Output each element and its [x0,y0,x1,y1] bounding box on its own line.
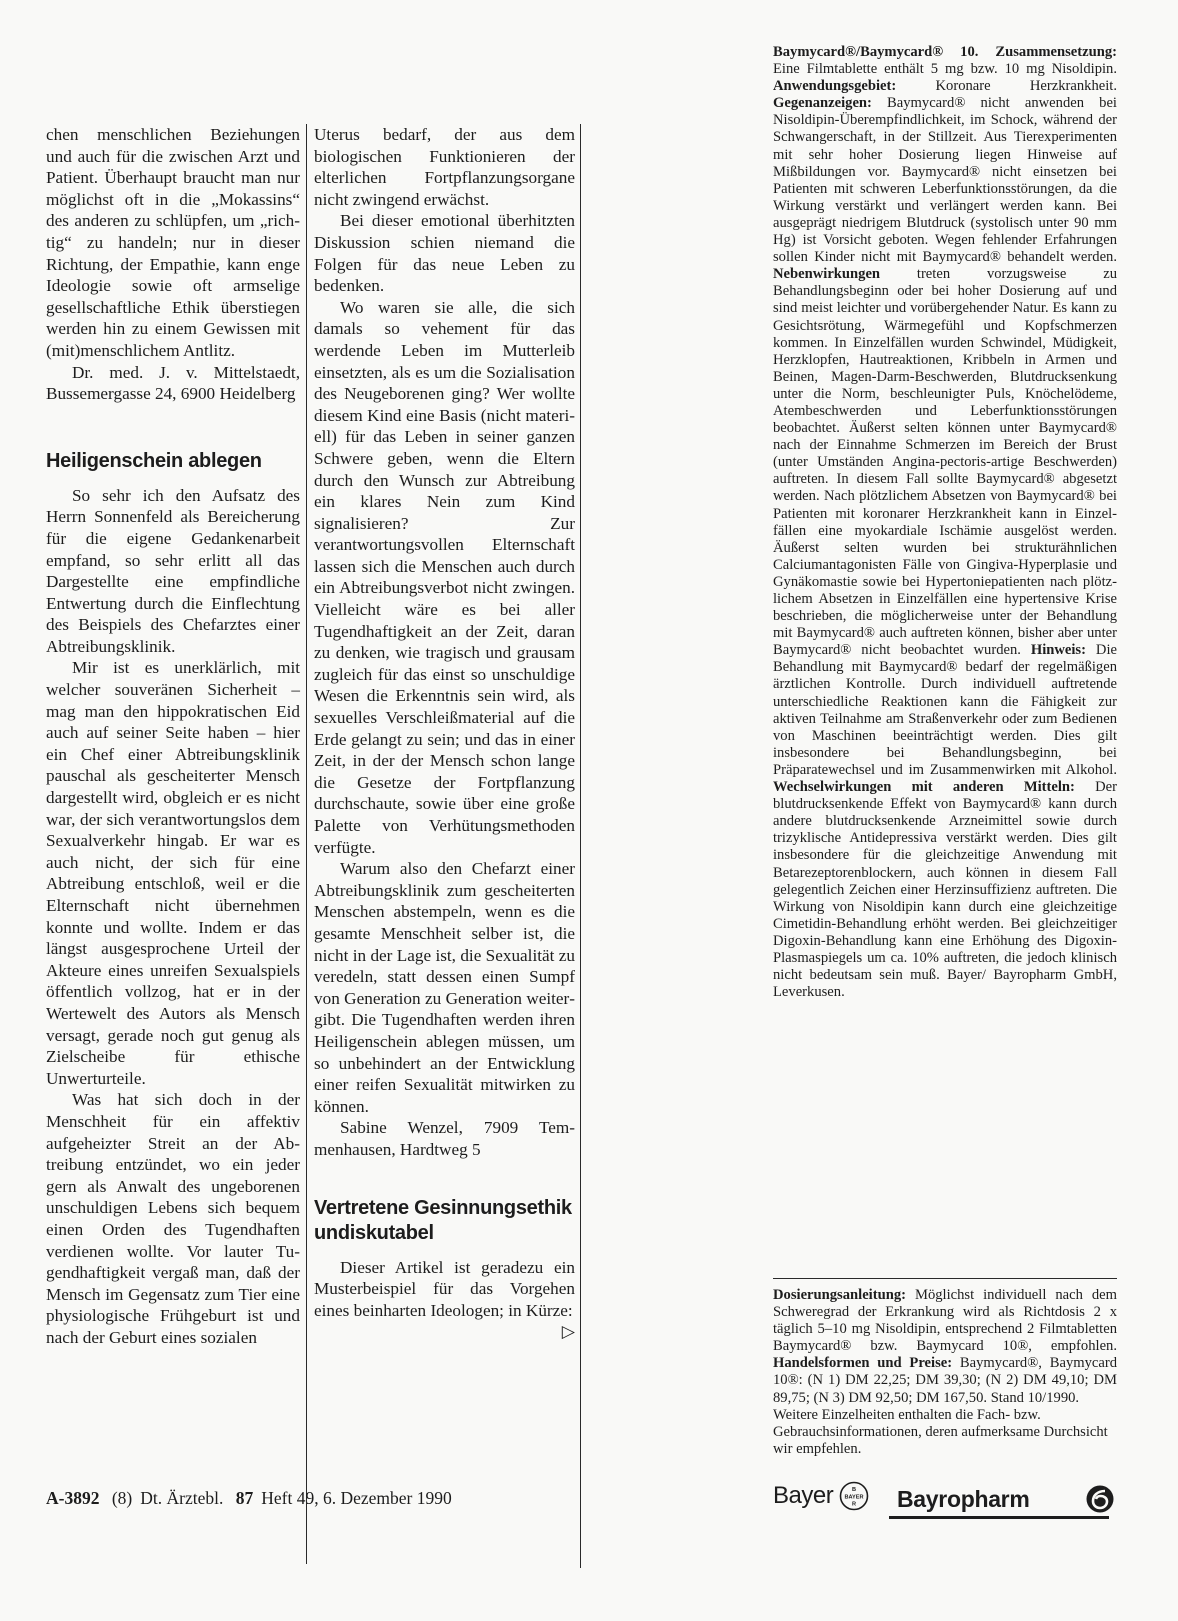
prices-heading: Handelsformen und Preise: [773,1355,953,1372]
svg-text:R: R [851,1501,857,1508]
letter-paragraph: chen menschlichen Beziehungen und auch für die zwischen Arzt und Patient. Überhaupt braucht man nur möglichst oft in die „Mokassins“ des anderen zu schlüpfen, um „richtig“ zu handeln; nur in dieser Richtung, der Empathie, kann enge Ideologie sowie oft armselige gesellschaftliche Ethik überstiegen werden hin zu einem Gewissen mit (mit)menschlichem Antlitz. [46,125,300,360]
pi-heading-contraindications: Gegenanzeigen: [773,95,872,112]
continue-arrow-icon: ▷ [561,1322,575,1342]
pi-heading-interactions: Wechselwirkungen mit anderen Mitteln: [773,779,1075,796]
bayropharm-logo-text: Bayropharm [897,1486,1030,1512]
letter-signature: Dr. med. J. v. Mittelstaedt, Bussemergasse 24, 6900 Heidelberg [46,362,300,404]
manufacturer-logos [773,1480,1123,1522]
column-divider-1 [306,124,307,1564]
bayer-logo-text: Bayer [773,1482,834,1509]
pi-text-contraindications: Baymycard® nicht anwenden bei Nisoldipin-Überempfindlichkeit, im Schock, während der Schwangerschaft, in der Stillzeit. Aus Tierexperimenten mit sehr hoher Dosierung liegen Hinweise auf Mißbildungen vor. Baymycard® nicht einsetzen bei Patienten mit schweren Leberfunktionsstörungen, da die Wirkung verstärkt und verlängert werden kann. Bei ausgeprägt niedrigem Blutdruck (systolisch unter 90 mm Hg) ist Vorsicht geboten. Wegen fehlender Erfahrungen sollen Kinder nicht mit Baymycard® behandelt werden. [773,95,1117,266]
letters-column-2 [314,124,575,1343]
pi-text-interactions: Der blutdrucksenkende Effekt von Baymycard® kann durch andere blutdrucksenkende Arzneimittel sowie durch trizyklische Antidepressiva verstärkt werden. Dies gilt insbesondere für die gleichzeitige Anwendung mit Betarezeptorenblockern, auch können in diesem Fall gelegentlich Zeichen einer Herzinsuffizienz auftreten. Die Wirkung von Nisoldipin kann durch eine gleichzeitige Cimetidin-Behandlung erhöht werden. Bei gleichzeitiger Digoxin-Behandlung kann eine Erhöhung des Digoxin-Plasmaspiegels um ca. 10% auftreten, die jedoch klinisch nicht bedeutsam sein muß. Bayer/ Bayropharm GmbH, Leverkusen. [773,779,1117,1001]
letter-paragraph: So sehr ich den Aufsatz des Herrn Sonnenfeld als Bereicherung für die eigene Gedankenarbeit empfand, so sehr erlitt all das Dargestellte eine empfindliche Entwertung durch die Einflechtung des Beispiels des Chefarztes einer Abtreibungsklinik. [46,485,300,656]
page-code: A-3892 [46,1488,100,1508]
pi-heading-composition: Baymycard®/Baymycard® 10. Zusammensetzung: [773,44,1117,60]
bayer-cross-icon [839,1481,869,1511]
letter-paragraph [314,1257,575,1342]
letter-heading: Vertretene Gesinnungsethik undiskutabel [314,1196,572,1244]
journal-issue: Heft 49, 6. Dezember 1990 [261,1488,452,1508]
bayropharm-underline [889,1516,1109,1519]
letter-paragraph: Mir ist es unerklärlich, mit welcher souveränen Sicherheit – mag man den hippokratischen Eid auch auf seiner Seite haben – hier ein Chef einer Abtreibungsklinik pauschal als gescheiterter Mensch dargestellt wird, obgleich er es nicht war, der sich verantwortungslos dem Sexualverkehr hingab. Er war es auch nicht, der sich für eine Abtreibung entschloß, weil er die Elternschaft nicht übernehmen konnte und wollte. Indem er das längst ausgesprochene Urteil der Akteure eines unreifen Sexualspiels öffentlich vollzog, hat er in der Wertewelt des Autors als Mensch versagt, gerade noch gut genug als Zielscheibe für ethische Unwerturteile. [46,658,300,1088]
journal-volume: 87 [235,1488,254,1508]
product-information [773,44,1117,1001]
letter-paragraph: Warum also den Chefarzt einer Abtreibungsklinik zum gescheiterten Menschen abstempeln, wenn es die gesamte Menschheit selber ist, die nicht in der Lage ist, die Sexualität zu veredeln, statt dessen einen Sumpf von Generation zu Generation weitergibt. Die Tugendhaften werden ihren Heiligenschein ablegen müssen, um so unbehindert an der Entwicklung einer reifen Sexualität mitwirken zu können. [314,859,575,1116]
pi-text-composition: Eine Filmtablette enthält 5 mg bzw. 10 mg Nisoldipin. [773,61,1117,78]
pi-heading-note: Hinweis: [1030,642,1086,659]
letters-column-1 [46,124,300,1348]
letter-paragraph: Was hat sich doch in der Menschheit für ein affektiv aufgeheizter Streit an der Abtreibung entzündet, wo ein jeder gern als Anwalt des ungeborenen unschuldigen Lebens sich bequem einen Orden des Tugendhaften verdienen wollte. Vor lauter Tugendhaftigkeit vergaß man, daß der Mensch im Gegensatz zum Tier eine physiologische Frühgeburt ist und nach der Geburt eines sozialen [46,1090,300,1347]
page-footer [46,1488,460,1509]
dosage-information [773,1287,1117,1458]
prices-text: Baymycard®, Baymycard 10®: (N 1) DM 22,25; DM 39,30; (N 2) DM 49,10; DM 89,75; (N 3) DM 92,50; DM 167,50. Stand 10/1990. [773,1355,1117,1406]
letter-paragraph-text: Dieser Artikel ist geradezu ein Musterbeispiel für das Vorgehen eines beinharten Ideologen; in Kürze: [314,1257,575,1320]
bayropharm-emblem-icon [1085,1484,1115,1514]
column-divider-2 [580,124,581,1568]
dosage-text: Möglichst individuell nach dem Schweregrad der Erkrankung wird als Richtdosis 2 x täglich 5–10 mg Nisoldipin, entsprechend 2 Filmtabletten Baymycard® bzw. Baymycard 10®, empfohlen. [773,1287,1117,1355]
pi-heading-side-effects: Nebenwirkungen [773,266,881,283]
svg-text:B: B [851,1487,857,1493]
letter-paragraph: Wo waren sie alle, die sich damals so vehement für das werdende Leben im Mutterleib einsetzten, als es um die Sozialisation des Neugeborenen ging? Wer wollte diesem Kind eine Basis (nicht materiell) für das Leben in seiner ganzen Schwere geben, wenn die Eltern durch den Wunsch zur Abtreibung ein klares Nein zum Kind signalisieren? Zur verantwortungsvollen Elternschaft lassen sich die Menschen auch durch ein Abtreibungsverbot nicht zwingen. Vielleicht wäre es bei aller Tugendhaftigkeit an der Zeit, daran zu denken, wie tragisch und grausam zugleich für das einst so unschuldige Wesen die Erkenntnis sein wird, als sexuelles Verschleißmaterial auf die Erde gelangt zu sein; und das in einer Zeit, in der der Mensch schon lange die Gesetze der Fortpflanzung durchschaute, sowie über eine große Palette von Verhütungsmethoden verfügte. [314,297,575,857]
bayer-cross-text: BAYER [844,1494,864,1501]
letter-paragraph: Bei dieser emotional überhitzten Diskussion schien niemand die Folgen für das neue Leben zu bedenken. [314,211,575,296]
pi-text-note: Die Behandlung mit Baymycard® bedarf der regelmäßigen ärztlichen Kontrolle. Durch individuell auftretende unterschiedliche Reaktionen kann die Fähigkeit zur aktiven Teilnahme am Straßenverkehr oder zum Bedienen von Maschinen beeinträchtigt werden. Dies gilt insbesondere bei Behandlungsbeginn, bei Präparatewechsel und im Zusammenwirken mit Alkohol. [773,642,1117,778]
letter-signature: Sabine Wenzel, 7909 Temmenhausen, Hardtweg 5 [314,1118,575,1159]
product-info-divider [773,1278,1117,1279]
pi-text-side-effects: treten vorzugsweise zu Behandlungsbeginn oder bei hoher Dosierung auf und sind meist leichter und vorübergehender Natur. Es kann zu Gesichtsrötung, Wärmegefühl und Kopfschmerzen kommen. In Einzelfällen wurden Schwindel, Müdigkeit, Herzklopfen, Hautreaktionen, Kribbeln in Armen und Beinen, Magen-Darm-Beschwerden, Blutdrucksenkung unter die Norm, beschleunigter Puls, Knöchelödeme, Atembeschwerden und Leberfunktionsstörungen beobachtet. Äußerst selten können unter Baymycard® nach der Einnahme Schmerzen im Bereich der Brust (unter Umständen Angina-pectoris-artige Beschwerden) auftreten. In diesem Fall sollte Baymycard® abgesetzt werden. Nach plötzlichem Absetzen von Baymycard® bei Patienten mit koronarer Herzkrankheit kann in Einzelfällen eine myokardiale Ischämie ausgelöst werden. Äußerst selten wurden bei strukturähnlichen Calciumantagonisten Fälle von Gingiva-Hyperplasie und Gynäkomastie sowie bei Hypertoniepatienten nach plötzlichem Absetzen in Einzelfällen eine hypertensive Krise beschrieben, die möglicherweise unter der Behandlung mit Baymycard® auch auftreten können, bisher aber unter Baymycard® nicht beobachtet wurden. [773,266,1117,659]
letter-heading: Heiligenschein ablegen [46,449,262,472]
journal-name: Dt. Ärztebl. [140,1488,224,1508]
dosage-heading: Dosierungsanleitung: [773,1287,906,1303]
page-number: (8) [111,1488,133,1508]
letter-paragraph: Uterus bedarf, der aus dem biologischen Funktionieren der elterlichen Fortpflanzungsorgane nicht zwingend erwächst. [314,125,575,209]
pi-text-indication: Koronare Herzkrankheit. [935,78,1117,95]
pi-heading-indication: Anwendungsgebiet: [773,78,897,95]
further-info-text: Weitere Einzelheiten enthalten die Fach- bzw. Gebrauchsinformationen, deren aufmerksame Durchsicht wir empfehlen. [773,1406,1108,1457]
